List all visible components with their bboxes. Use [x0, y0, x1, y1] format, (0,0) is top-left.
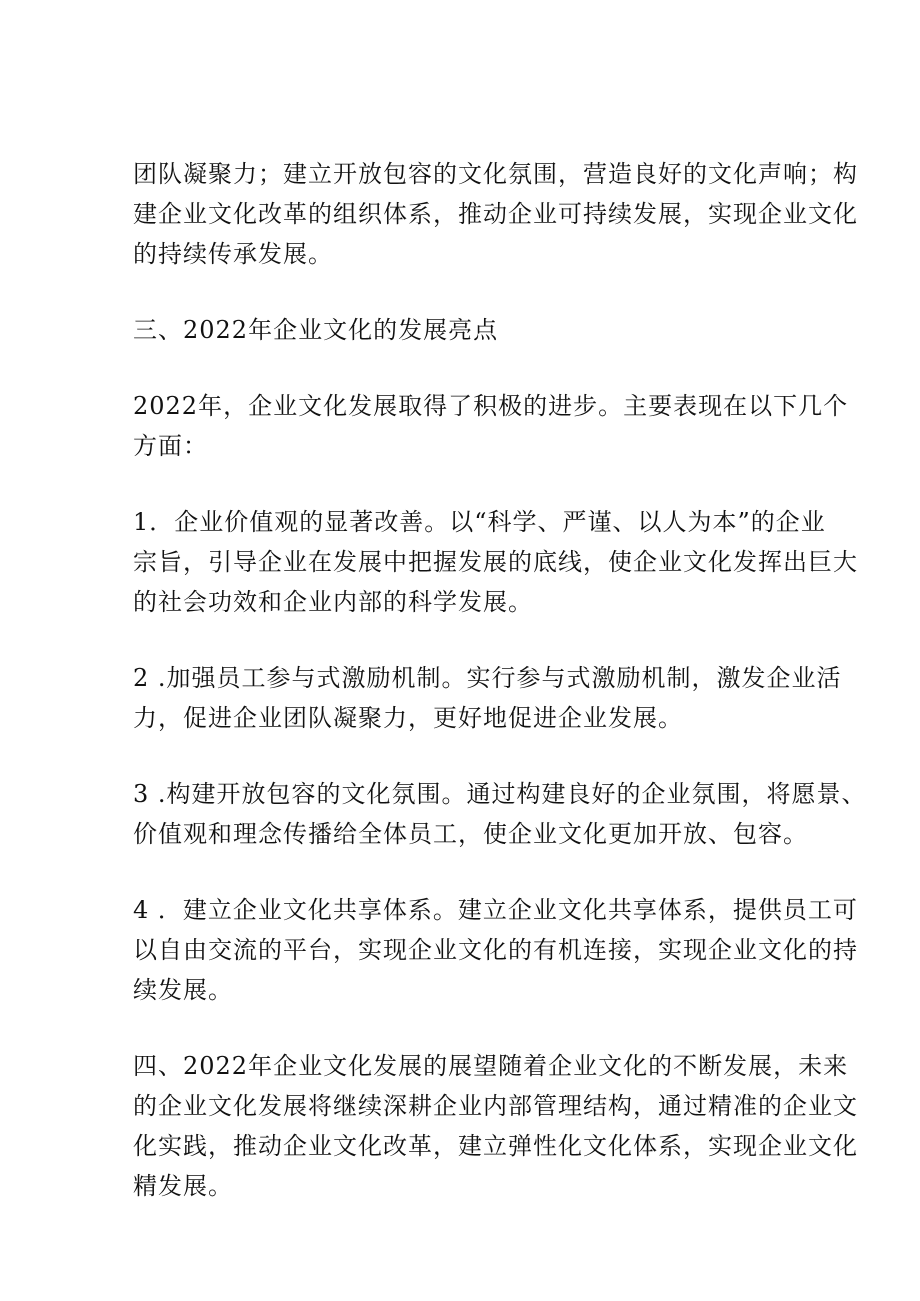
- document-body: [133, 154, 867, 1242]
- text-line: 力，促进企业团队凝聚力，更好地促进企业发展。: [133, 704, 683, 732]
- text-line: 化实践，推动企业文化改革，建立弹性化文化体系，实现企业文化: [133, 1132, 858, 1160]
- text-line: 价值观和理念传播给全体员工，使企业文化更加开放、包容。: [133, 820, 808, 848]
- text-line: 建企业文化改革的组织体系，推动企业可持续发展，实现企业文化: [133, 200, 858, 228]
- text-line: 方面：: [133, 432, 208, 460]
- list-item-4: [133, 890, 858, 1010]
- paragraph-2022-overview: [133, 386, 849, 466]
- paragraph-intro-continuation: [133, 154, 858, 274]
- text-line: 续发展。: [133, 976, 233, 1004]
- heading-line: 三、2022年企业文化的发展亮点: [133, 316, 499, 344]
- text-line: 宗旨，引导企业在发展中把握发展的底线，使企业文化发挥出巨大: [133, 548, 858, 576]
- list-item-1: [133, 502, 858, 622]
- text-line: 团队凝聚力；建立开放包容的文化氛围，营造良好的文化声响；构: [133, 160, 858, 188]
- text-line: 4 ．建立企业文化共享体系。建立企业文化共享体系，提供员工可: [133, 896, 858, 924]
- text-line: 四、2022年企业文化发展的展望随着企业文化的不断发展，未来: [133, 1052, 849, 1080]
- section-three-heading: [133, 310, 807, 350]
- text-line: 2022年，企业文化发展取得了积极的进步。主要表现在以下几个: [133, 392, 849, 420]
- text-line: 以自由交流的平台，实现企业文化的有机连接，实现企业文化的持: [133, 936, 858, 964]
- text-line: 的社会功效和企业内部的科学发展。: [133, 588, 533, 616]
- text-line: 的企业文化发展将继续深耕企业内部管理结构，通过精准的企业文: [133, 1092, 858, 1120]
- list-item-3: [133, 774, 867, 854]
- text-line: 3 .构建开放包容的文化氛围。通过构建良好的企业氛围，将愿景、: [133, 780, 867, 808]
- text-line: 1．企业价值观的显著改善。以“科学、严谨、以人为本”的企业: [133, 508, 826, 536]
- list-item-2: [133, 658, 842, 738]
- text-line: 精发展。: [133, 1172, 233, 1200]
- section-four-paragraph: [133, 1046, 858, 1206]
- text-line: 的持续传承发展。: [133, 240, 333, 268]
- text-line: 2 .加强员工参与式激励机制。实行参与式激励机制，激发企业活: [133, 664, 842, 692]
